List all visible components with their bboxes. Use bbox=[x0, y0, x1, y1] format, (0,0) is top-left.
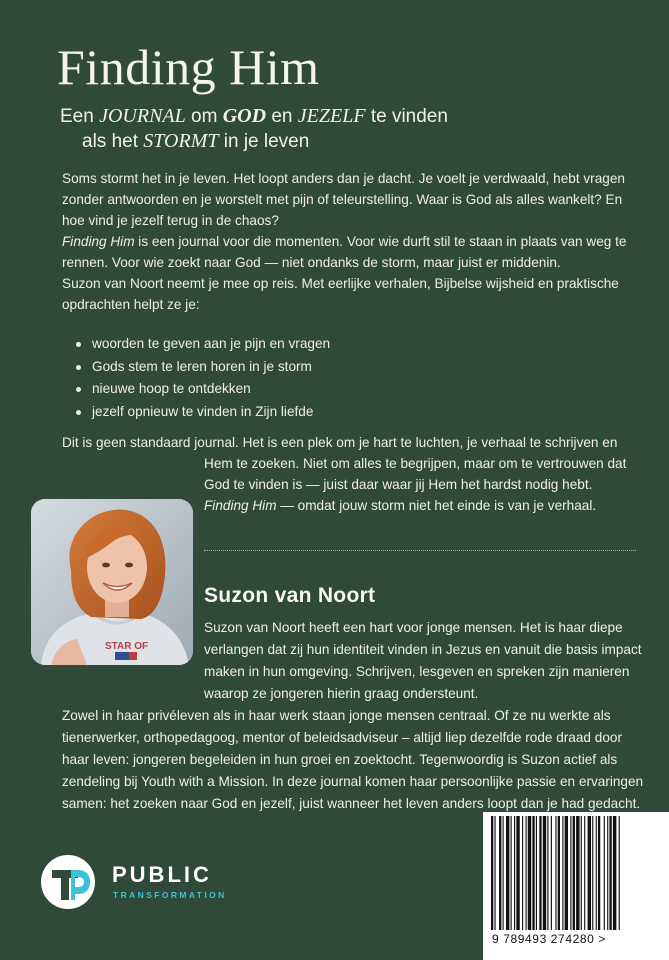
barcode-bar bbox=[619, 816, 620, 930]
list-item: woorden te geven aan je pijn en vragen bbox=[74, 333, 614, 356]
blurb-paragraph bbox=[62, 231, 638, 273]
barcode-bar bbox=[581, 816, 582, 930]
barcode-bar bbox=[562, 816, 563, 930]
publisher-logo bbox=[38, 852, 238, 912]
blurb-intro bbox=[62, 168, 638, 315]
barcode-bar bbox=[607, 816, 608, 930]
barcode-bar bbox=[539, 816, 541, 930]
blurb-paragraph: Suzon van Noort neemt je mee op reis. Met eerlijke verhalen, Bijbelse wijsheid en praktische opdrachten helpt ze je: bbox=[62, 276, 619, 312]
barcode-bar bbox=[494, 816, 495, 930]
list-item: nieuwe hoop te ontdekken bbox=[74, 378, 614, 401]
list-item: jezelf opnieuw te vinden in Zijn liefde bbox=[74, 401, 614, 424]
barcode-bar bbox=[570, 816, 571, 930]
blurb-text: is een journal voor die momenten. Voor wie durft stil te staan in plaats van weg te rennen. Voor wie zoekt naar God — niet ondanks de storm, maar juist er middenin. bbox=[62, 234, 627, 270]
subtitle-text: en bbox=[266, 106, 298, 127]
publisher-name: PUBLIC bbox=[112, 862, 212, 887]
blurb-text: Hem te zoeken. Niet om alles te begrijpen, maar om te vertrouwen dat God te vinden is — juist daar waar jij Hem het hardst nodig hebt. bbox=[204, 456, 627, 492]
barcode-bar bbox=[609, 816, 611, 930]
barcode-bar bbox=[573, 816, 575, 930]
barcode-bar bbox=[547, 816, 548, 930]
subtitle bbox=[60, 104, 620, 154]
barcode-bar bbox=[543, 816, 546, 930]
subtitle-emphasis: JOURNAL bbox=[99, 105, 186, 127]
author-bio-continued: Zowel in haar privéleven als in haar werk staan jonge mensen centraal. Of ze nu werkte als tienerwerker, orthopedagoog, mentor of beleidsadviseur – altijd liep dezelfde rode draad door haar leven: jongeren begeleiden in hun groei en zoektocht. Tegenwoordig is Suzon actief als zendeling bij Youth with a Mission. In deze journal komen haar persoonlijke passie en ervaringen samen: het zoeken naar God en jezelf, juist wanneer het leven anders loopt dan je had gedacht. bbox=[62, 708, 644, 811]
barcode-bar bbox=[613, 816, 616, 930]
blurb-paragraph: Soms stormt het in je leven. Het loopt anders dan je dacht. Je voelt je verdwaald, hebt vragen zonder antwoorden en je worstelt met pijn of teleurstelling. Waar is God als alles wankelt? En hoe vind je jezelf terug in de chaos? bbox=[62, 171, 625, 228]
barcode-bar bbox=[506, 816, 509, 930]
book-title-inline: Finding Him bbox=[204, 498, 277, 513]
barcode-bar bbox=[503, 816, 504, 930]
book-title: Finding Him bbox=[57, 39, 320, 95]
barcode-bar bbox=[565, 816, 568, 930]
isbn-digits: 9 789493 274280 > bbox=[492, 932, 606, 946]
book-title-inline: Finding Him bbox=[62, 234, 135, 249]
publisher-subtitle: TRANSFORMATION bbox=[113, 890, 227, 900]
author-bio: Suzon van Noort heeft een hart voor jonge mensen. Het is haar diepe verlangen dat zij hun identiteit vinden in Jezus en vanuit die basis impact maken in hun omgeving. Schrijven, lesgeven en spreken zijn manieren waarop ze jongeren hierin graag ondersteunt. bbox=[204, 620, 642, 701]
subtitle-text: Een bbox=[60, 106, 100, 127]
barcode-bar bbox=[522, 816, 523, 930]
barcode-bar bbox=[499, 816, 501, 930]
author-photo bbox=[31, 499, 193, 665]
subtitle-text: te vinden bbox=[365, 106, 448, 127]
subtitle-text: in je leven bbox=[218, 131, 310, 152]
barcode-bar bbox=[551, 816, 552, 930]
publisher-logo-icon bbox=[38, 852, 102, 912]
barcode-bar bbox=[596, 816, 597, 930]
barcode-bar bbox=[598, 816, 600, 930]
author-name: Suzon van Noort bbox=[204, 584, 376, 607]
barcode-bar bbox=[532, 816, 534, 930]
barcode-bar bbox=[526, 816, 527, 930]
barcode-bar bbox=[555, 816, 556, 930]
barcode-bar bbox=[588, 816, 591, 930]
blurb-closing bbox=[204, 453, 644, 516]
barcode-bar bbox=[528, 816, 531, 930]
barcode-bar bbox=[491, 816, 493, 930]
subtitle-text: als het bbox=[82, 131, 144, 152]
subtitle-emphasis: STORMT bbox=[143, 130, 219, 152]
blurb-closing-line: Dit is geen standaard journal. Het is een plek om je hart te luchten, je verhaal te schrijven en bbox=[62, 435, 618, 450]
list-item: Gods stem te leren horen in je storm bbox=[74, 356, 614, 379]
subtitle-emphasis: GOD bbox=[222, 105, 267, 127]
author-portrait-illustration bbox=[31, 499, 193, 665]
barcode-bar bbox=[511, 816, 512, 930]
benefit-list bbox=[74, 333, 614, 423]
barcode-bar bbox=[604, 816, 605, 930]
barcode-bar bbox=[584, 816, 585, 930]
blurb-text: — omdat jouw storm niet het einde is van je verhaal. bbox=[276, 498, 597, 513]
section-divider bbox=[204, 550, 636, 551]
barcode-bar bbox=[558, 816, 560, 930]
barcode-bar bbox=[516, 816, 519, 930]
shirt-print: STAR OF bbox=[105, 641, 149, 652]
barcode-bar bbox=[536, 816, 537, 930]
subtitle-emphasis: JEZELF bbox=[297, 105, 366, 127]
barcode-bar bbox=[576, 816, 579, 930]
barcode-bar bbox=[592, 816, 593, 930]
barcode-bar bbox=[514, 816, 515, 930]
subtitle-text: om bbox=[185, 106, 223, 127]
